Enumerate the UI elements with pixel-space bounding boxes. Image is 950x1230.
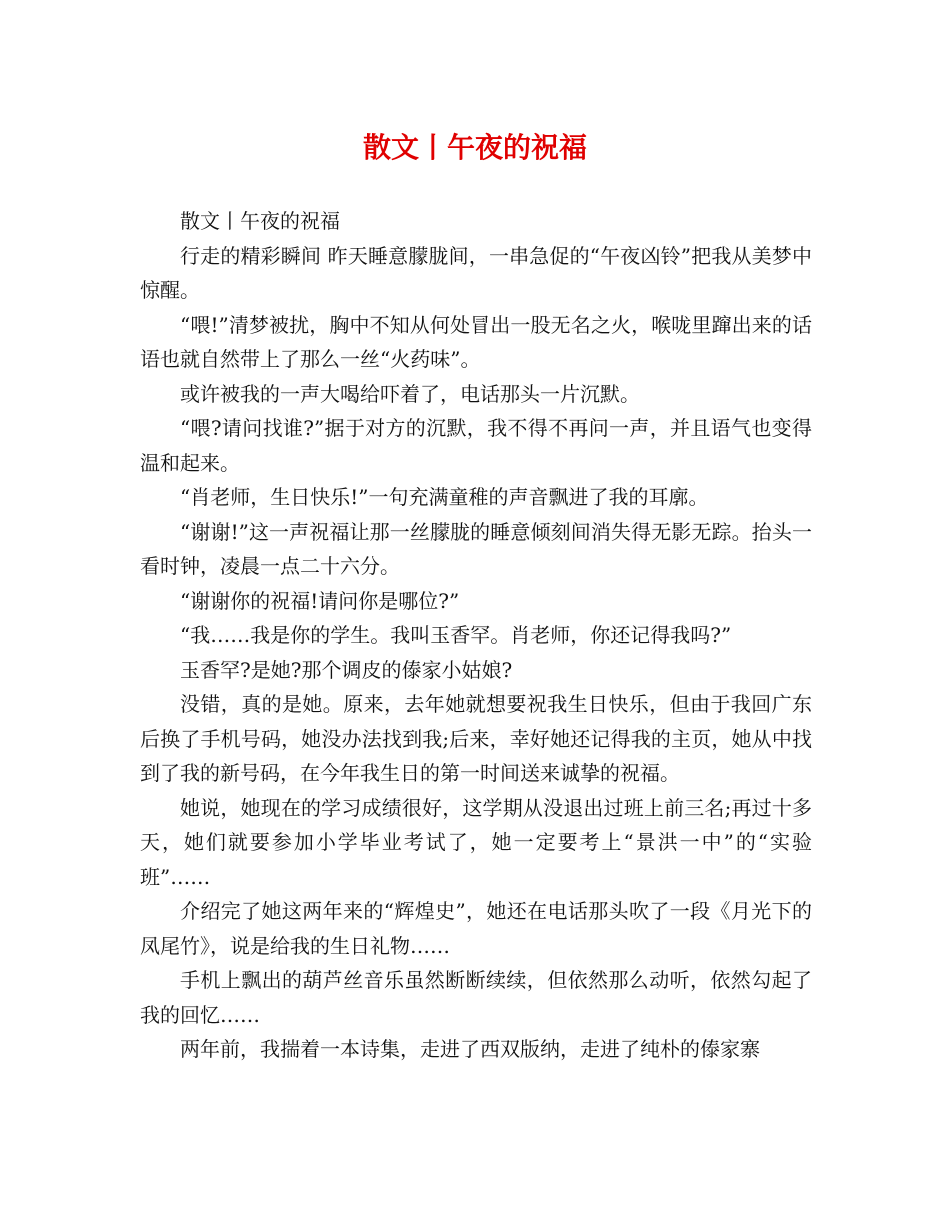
paragraph: 两年前，我揣着一本诗集，走进了西双版纳，走进了纯朴的傣家寨 [180,1037,760,1061]
paragraph: “我……我是你的学生。我叫玉香罕。肖老师，你还记得我吗?” [180,623,732,647]
paragraph: 手机上飘出的葫芦丝音乐虽然断断续续，但依然那么动听，依然勾起了我的回忆…… [140,968,812,1027]
document-body [140,204,812,1067]
paragraph: 她说，她现在的学习成绩很好，这学期从没退出过班上前三名;再过十多天，她们就要参加小学毕业考试了，她一定要考上“景洪一中”的“实验班”…… [140,795,812,889]
paragraph: “肖老师，生日快乐!”一句充满童稚的声音飘进了我的耳廓。 [180,485,709,509]
paragraph: “谢谢!”这一声祝福让那一丝朦胧的睡意倾刻间消失得无影无踪。抬头一看时钟，凌晨一点二十六分。 [140,519,812,578]
paragraph: “谢谢你的祝福!请问你是哪位?” [180,588,460,613]
paragraph: “喂!”清梦被扰，胸中不知从何处冒出一股无名之火，喉咙里蹿出来的话语也就自然带上了那么一丝“火药味”。 [140,312,812,371]
paragraph: “喂?请问找谁?”据于对方的沉默，我不得不再问一声，并且语气也变得温和起来。 [140,416,812,475]
paragraph: 行走的精彩瞬间 昨天睡意朦胧间，一串急促的“午夜凶铃”把我从美梦中惊醒。 [140,243,812,302]
paragraph: 介绍完了她这两年来的“辉煌史”，她还在电话那头吹了一段《月光下的凤尾竹》，说是给我的生日礼物…… [140,899,812,958]
document-title: 散文丨午夜的祝福 [362,131,587,164]
paragraph: 或许被我的一声大喝给吓着了，电话那头一片沉默。 [180,381,640,406]
paragraph: 玉香罕?是她?那个调皮的傣家小姑娘? [180,657,513,682]
paragraph: 没错，真的是她。原来，去年她就想要祝我生日快乐，但由于我回广东后换了手机号码，她没办法找到我;后来，幸好她还记得我的主页，她从中找到了我的新号码，在今年我生日的第一时间送来诚挚的祝福。 [140,692,812,785]
paragraph: 散文丨午夜的祝福 [180,209,340,233]
